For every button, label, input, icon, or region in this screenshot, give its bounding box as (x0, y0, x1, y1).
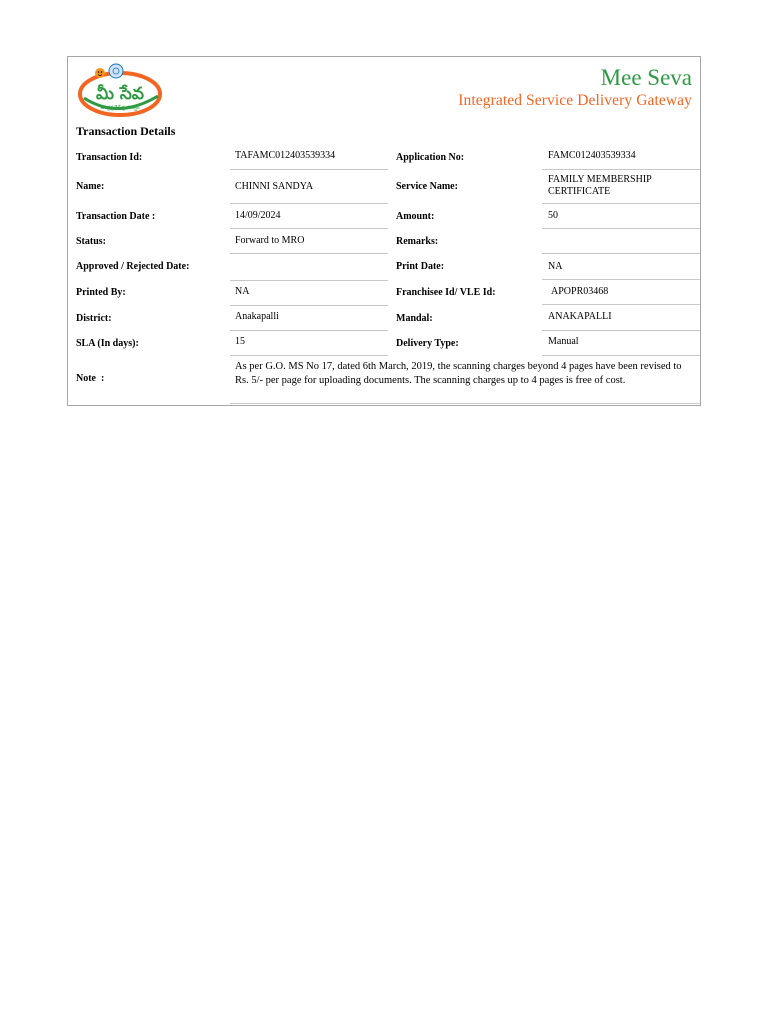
divider (542, 228, 700, 229)
divider (542, 355, 700, 356)
svg-text:మీ సేవ: మీ సేవ (96, 84, 144, 104)
status-value: Forward to MRO (235, 235, 305, 246)
name-label: Name: (76, 181, 105, 192)
printed-by-label: Printed By: (76, 287, 126, 298)
amount-value: 50 (548, 210, 558, 221)
sla-value: 15 (235, 336, 245, 347)
divider (542, 203, 700, 204)
divider (542, 253, 700, 254)
divider (230, 330, 388, 331)
transaction-id-label: Transaction Id: (76, 152, 143, 163)
note-label: Note : (76, 373, 105, 384)
divider (230, 355, 388, 356)
transaction-date-value: 14/09/2024 (235, 210, 281, 221)
application-no-label: Application No: (396, 152, 465, 163)
brand-subtitle: Integrated Service Delivery Gateway (458, 92, 692, 109)
print-date-label: Print Date: (396, 261, 445, 272)
divider (230, 253, 388, 254)
transaction-receipt (67, 56, 701, 406)
svg-text:ఆంధ్రప్రదేశ్ ప్రభుత్వం: ఆంధ్రప్రదేశ్ ప్రభుత్వం (100, 105, 140, 111)
application-no-value: FAMC012403539334 (548, 150, 636, 161)
service-name-label: Service Name: (396, 181, 458, 192)
divider (542, 330, 700, 331)
divider (230, 403, 700, 404)
brand-title: Mee Seva (600, 65, 692, 90)
district-label: District: (76, 313, 112, 324)
delivery-type-value: Manual (548, 336, 579, 347)
brand-block (458, 65, 692, 111)
divider (230, 228, 388, 229)
divider (230, 203, 388, 204)
divider (230, 169, 388, 170)
mandal-value: ANAKAPALLI (548, 311, 612, 322)
name-value: CHINNI SANDYA (235, 181, 314, 192)
transaction-date-label: Transaction Date : (76, 211, 156, 222)
printed-by-value: NA (235, 286, 250, 297)
divider (542, 304, 700, 305)
franchisee-id-label: Franchisee Id/ VLE Id: (396, 287, 496, 298)
sla-label: SLA (In days): (76, 338, 139, 349)
divider (542, 169, 700, 170)
approved-rejected-date-label: Approved / Rejected Date: (76, 261, 190, 272)
divider (230, 280, 388, 281)
service-name-value-line1: FAMILY MEMBERSHIP (548, 174, 652, 185)
mee-seva-logo-icon (78, 62, 168, 118)
amount-label: Amount: (396, 211, 435, 222)
district-value: Anakapalli (235, 311, 279, 322)
note-text: As per G.O. MS No 17, dated 6th March, 2019, the scanning charges beyond 4 pages have been revised to Rs. 5/- per page for uploading documents. The scanning charges up to 4 pages is free of cost. (235, 361, 682, 386)
divider (230, 305, 388, 306)
divider (542, 279, 700, 280)
service-name-value-line2: CERTIFICATE (548, 186, 611, 197)
remarks-label: Remarks: (396, 236, 439, 247)
transaction-id-value: TAFAMC012403539334 (235, 150, 336, 161)
section-title: Transaction Details (76, 124, 176, 138)
mandal-label: Mandal: (396, 313, 433, 324)
delivery-type-label: Delivery Type: (396, 338, 459, 349)
franchisee-id-value: APOPR03468 (551, 286, 609, 297)
status-label: Status: (76, 236, 107, 247)
print-date-value: NA (548, 261, 563, 272)
